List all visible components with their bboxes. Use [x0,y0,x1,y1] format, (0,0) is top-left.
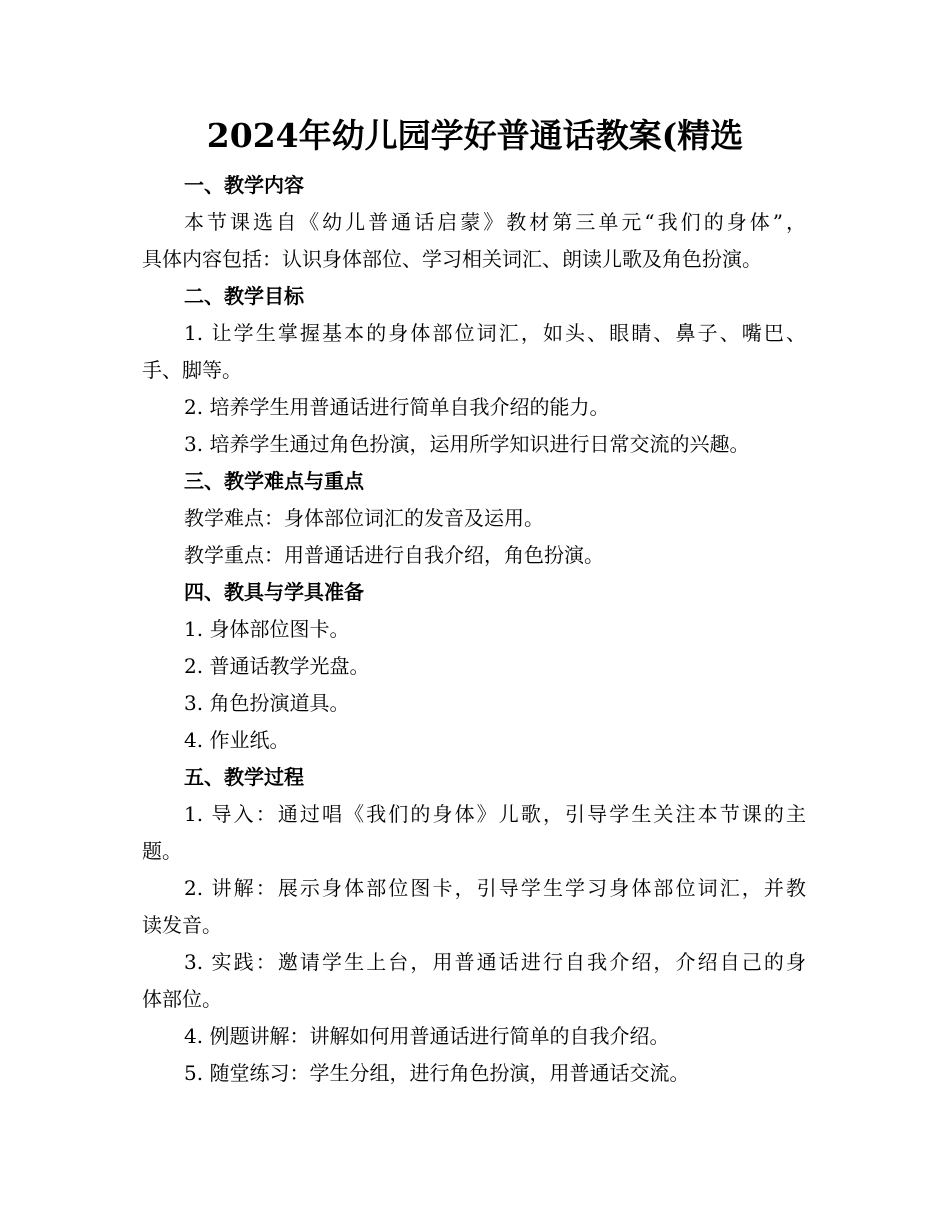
paragraph-line: 4. 例题讲解：讲解如何用普通话进行简单的自我介绍。 [184,1024,670,1048]
list-item: 2. 普通话教学光盘。 [184,654,370,678]
paragraph-line: 具体内容包括：认识身体部位、学习相关词汇、朗读儿歌及角色扮演。 [142,247,762,271]
section-heading-process: 五、教学过程 [184,765,304,789]
document-body [142,167,806,1092]
paragraph-line: 体部位。 [142,987,222,1011]
paragraph-line: 3. 培养学生通过角色扮演，运用所学知识进行日常交流的兴趣。 [184,432,750,456]
paragraph-line: 手、脚等。 [142,358,242,382]
paragraph-line: 1. 让学生掌握基本的身体部位词汇，如头、眼睛、鼻子、嘴巴、 [184,321,806,345]
paragraph-line: 2. 培养学生用普通话进行简单自我介绍的能力。 [184,395,610,419]
paragraph-line: 1. 导入：通过唱《我们的身体》儿歌，引导学生关注本节课的主 [184,802,806,826]
paragraph-line: 本节课选自《幼儿普通话启蒙》教材第三单元“我们的身体”， [184,210,806,234]
paragraph-line: 题。 [142,839,182,863]
paragraph-line: 5. 随堂练习：学生分组，进行角色扮演，用普通话交流。 [184,1061,690,1085]
section-heading-difficulties: 三、教学难点与重点 [184,469,364,493]
section-heading-content: 一、教学内容 [184,173,304,197]
paragraph-line: 读发音。 [142,913,222,937]
paragraph-line: 教学难点：身体部位词汇的发音及运用。 [184,506,544,530]
paragraph-line: 2. 讲解：展示身体部位图卡，引导学生学习身体部位词汇，并教 [184,876,806,900]
section-heading-materials: 四、教具与学具准备 [184,580,364,604]
paragraph-line: 3. 实践：邀请学生上台，用普通话进行自我介绍，介绍自己的身 [184,950,806,974]
paragraph-line: 教学重点：用普通话进行自我介绍，角色扮演。 [184,543,604,567]
list-item: 4. 作业纸。 [184,728,290,752]
list-item: 3. 角色扮演道具。 [184,691,350,715]
section-heading-goals: 二、教学目标 [184,284,304,308]
document-title: 2024年幼儿园学好普通话教案(精选 [206,116,744,155]
list-item: 1. 身体部位图卡。 [184,617,350,641]
